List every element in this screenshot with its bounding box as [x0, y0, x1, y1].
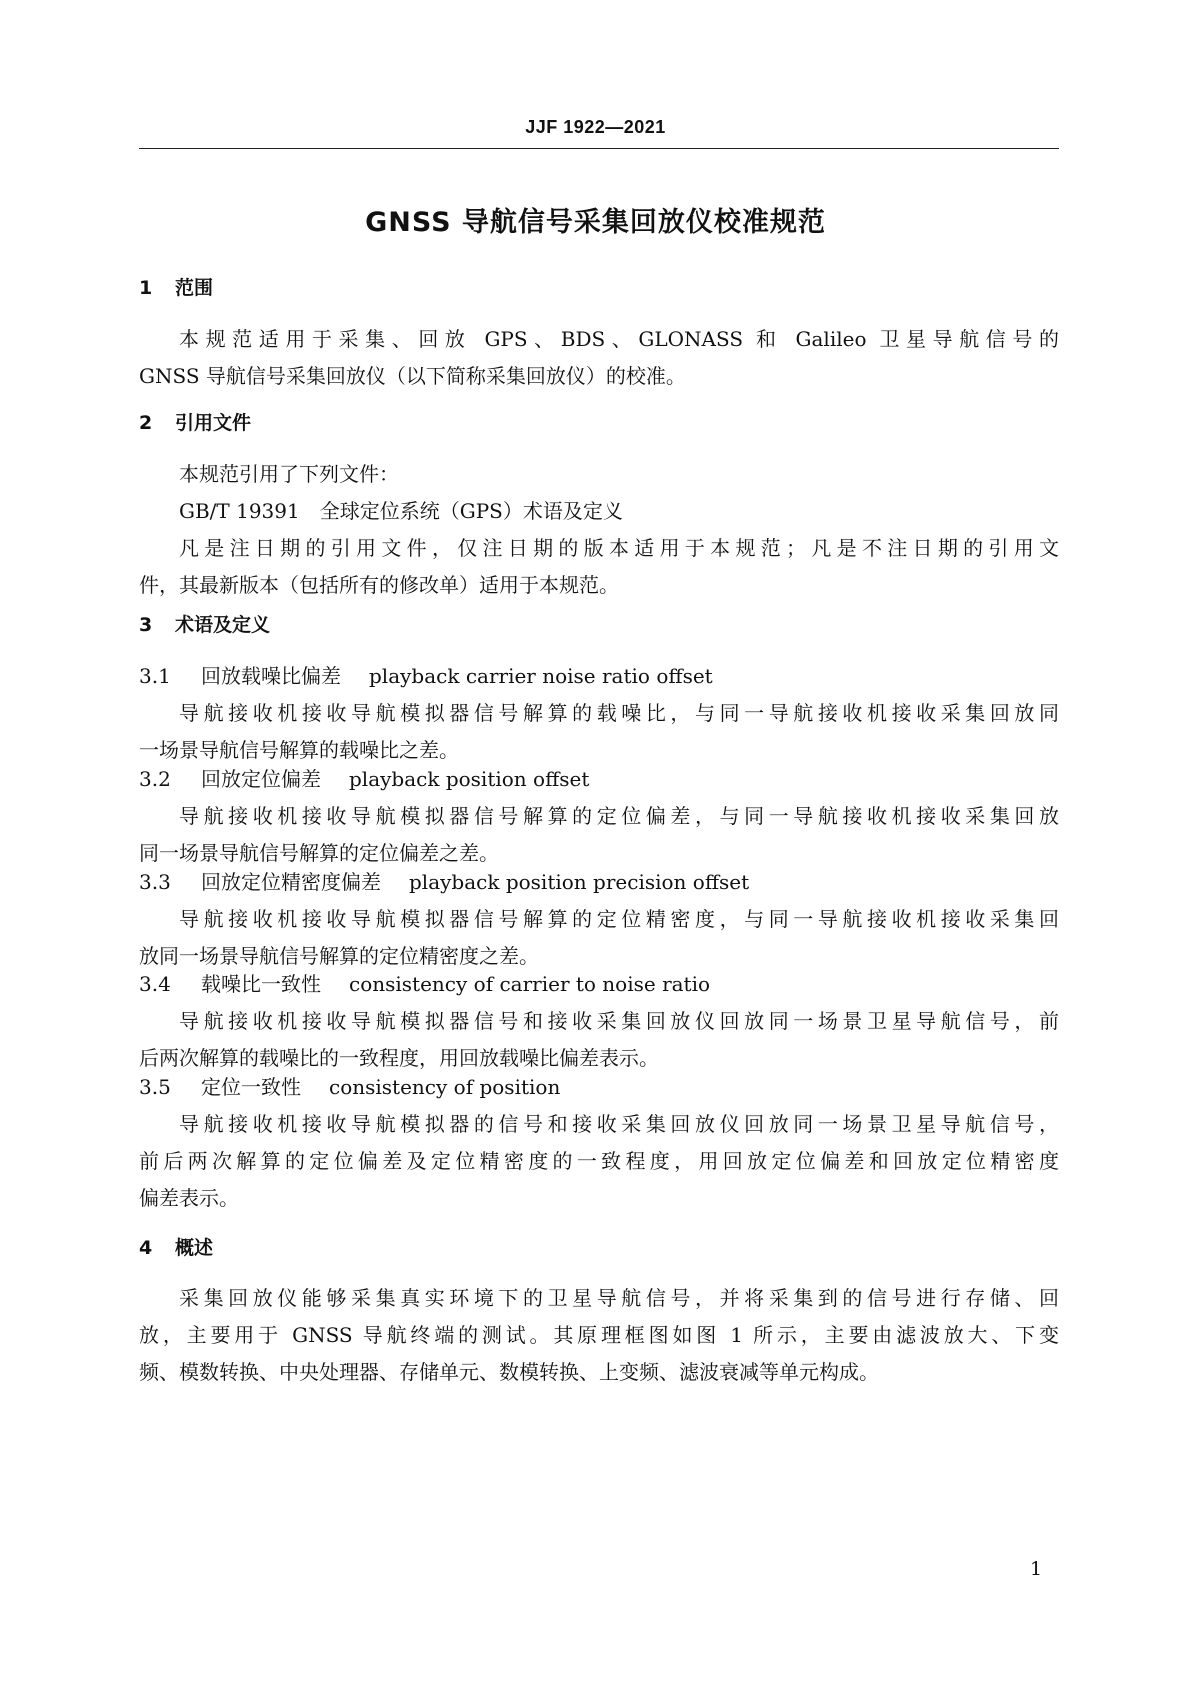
term-definition-line: 偏差表示。 [139, 1186, 239, 1210]
paragraph-line: 采集回放仪能够采集真实环境下的卫星导航信号，并将采集到的信号进行存储、回 [179, 1286, 1059, 1310]
term-chinese: 定位一致性 [201, 1075, 301, 1099]
section-number: 3 [139, 614, 153, 636]
term-heading [139, 966, 1059, 1003]
term-definition-line: 前后两次解算的定位偏差及定位精密度的一致程度，用回放定位偏差和回放定位精密度 [139, 1149, 1059, 1173]
term-chinese: 载噪比一致性 [201, 972, 321, 996]
section-1-heading [139, 270, 1059, 307]
section-2-heading [139, 405, 1059, 442]
term-heading [139, 864, 1059, 901]
paragraph-line: 频、模数转换、中央处理器、存储单元、数模转换、上变频、滤波衰减等单元构成。 [139, 1360, 879, 1384]
term-number: 3.1 [139, 664, 171, 688]
paragraph-line: 件，其最新版本（包括所有的修改单）适用于本规范。 [139, 573, 619, 597]
term-definition-line: 导航接收机接收导航模拟器信号解算的定位精密度，与同一导航接收机接收采集回 [179, 907, 1059, 931]
reference-item: GB/T 19391 全球定位系统（GPS）术语及定义 [179, 499, 623, 523]
term-chinese: 回放载噪比偏差 [201, 664, 341, 688]
section-number: 2 [139, 412, 153, 434]
page-title: GNSS 导航信号采集回放仪校准规范 [365, 207, 826, 238]
section-number: 4 [139, 1237, 153, 1259]
paragraph-line: 放，主要用于 GNSS 导航终端的测试。其原理框图如图 1 所示，主要由滤波放大、下变 [139, 1323, 1059, 1347]
term-english: consistency of carrier to noise ratio [349, 972, 711, 996]
term-number: 3.4 [139, 972, 171, 996]
term-definition-line: 导航接收机接收导航模拟器信号解算的载噪比，与同一导航接收机接收采集回放同 [179, 701, 1059, 725]
term-3-2 [139, 761, 1059, 872]
term-heading [139, 1069, 1059, 1106]
term-heading [139, 761, 1059, 798]
page-number: 1 [1030, 1558, 1043, 1580]
term-chinese: 回放定位精密度偏差 [201, 870, 381, 894]
section-4-paragraph [139, 1280, 1059, 1391]
term-heading [139, 658, 1059, 695]
term-3-3 [139, 864, 1059, 975]
term-number: 3.5 [139, 1075, 171, 1099]
section-1-paragraph [139, 321, 1059, 395]
section-number: 1 [139, 277, 153, 299]
term-3-5 [139, 1069, 1059, 1217]
term-chinese: 回放定位偏差 [201, 767, 321, 791]
section-title: 引用文件 [175, 412, 252, 434]
paragraph-line: GNSS 导航信号采集回放仪（以下简称采集回放仪）的校准。 [139, 364, 686, 388]
section-2-body [139, 456, 1059, 604]
section-4-heading [139, 1230, 1059, 1267]
header-document-code: JJF 1922—2021 [525, 117, 666, 137]
term-number: 3.2 [139, 767, 171, 791]
term-3-1 [139, 658, 1059, 769]
term-3-4 [139, 966, 1059, 1077]
term-definition-line: 同一场景导航信号解算的定位偏差之差。 [139, 841, 499, 865]
term-definition-line: 放同一场景导航信号解算的定位精密度之差。 [139, 944, 539, 968]
term-definition-line: 导航接收机接收导航模拟器信号解算的定位偏差，与同一导航接收机接收采集回放 [179, 804, 1059, 828]
term-number: 3.3 [139, 870, 171, 894]
term-definition-line: 导航接收机接收导航模拟器的信号和接收采集回放仪回放同一场景卫星导航信号， [179, 1112, 1059, 1136]
header-rule [139, 148, 1059, 149]
paragraph-line: 凡是注日期的引用文件，仅注日期的版本适用于本规范；凡是不注日期的引用文 [179, 536, 1059, 560]
term-english: consistency of position [329, 1075, 561, 1099]
section-title: 术语及定义 [175, 614, 271, 636]
term-english: playback position offset [349, 767, 590, 791]
term-definition-line: 导航接收机接收导航模拟器信号和接收采集回放仪回放同一场景卫星导航信号，前 [179, 1009, 1059, 1033]
section-title: 范围 [175, 277, 214, 299]
paragraph-line: 本规范适用于采集、回放 GPS、BDS、GLONASS 和 Galileo 卫星导航信号的 [179, 327, 1059, 351]
term-definition-line: 一场景导航信号解算的载噪比之差。 [139, 738, 459, 762]
term-english: playback position precision offset [409, 870, 750, 894]
section-title: 概述 [175, 1237, 214, 1259]
term-definition-line: 后两次解算的载噪比的一致程度，用回放载噪比偏差表示。 [139, 1046, 659, 1070]
section-3-heading [139, 607, 1059, 644]
term-english: playback carrier noise ratio offset [369, 664, 713, 688]
reference-intro: 本规范引用了下列文件： [179, 462, 399, 486]
